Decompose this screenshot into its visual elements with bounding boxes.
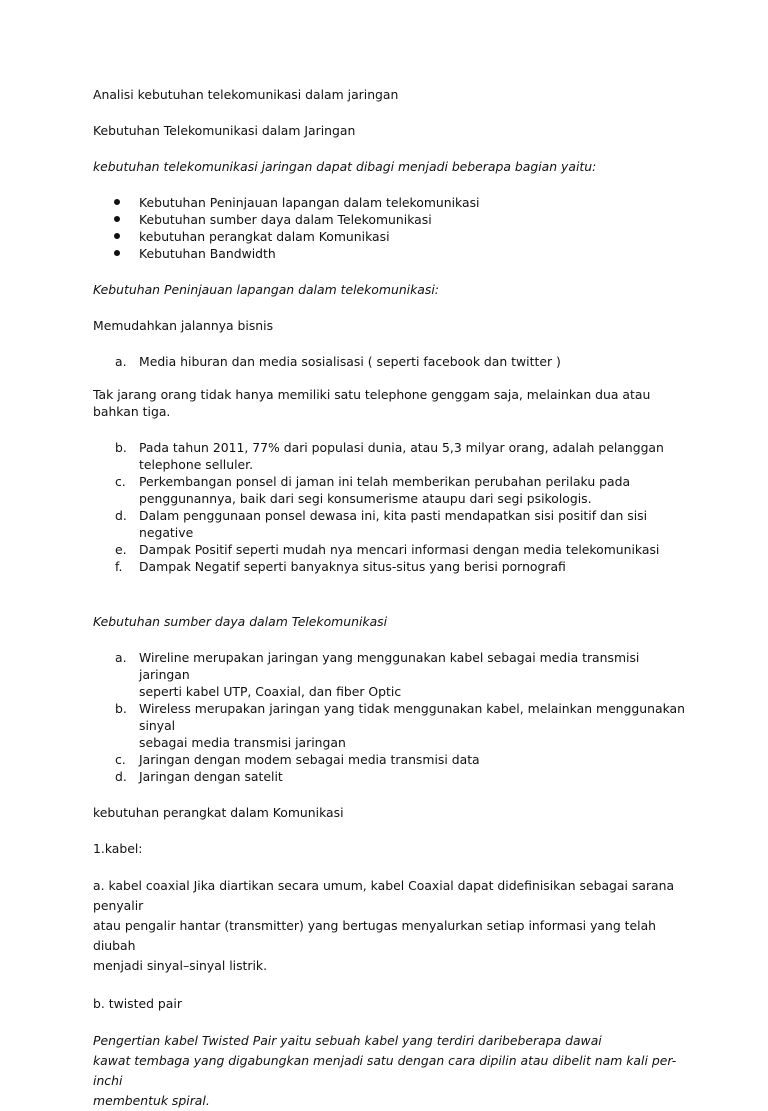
bullet-list — [93, 194, 693, 262]
list-item: c. Jaringan dengan modem sebagai media transmisi data — [115, 752, 480, 767]
section-heading-peninjauan: Kebutuhan Peninjauan lapangan dalam telekomunikasi: — [93, 282, 439, 297]
list-item: a. Media hiburan dan media sosialisasi ( seperti facebook dan twitter ) — [115, 354, 561, 369]
section-heading-sumber-daya: Kebutuhan sumber daya dalam Telekomunikasi — [93, 614, 388, 629]
document-page — [93, 86, 693, 1111]
intro-paragraph: kebutuhan telekomunikasi jaringan dapat dibagi menjadi beberapa bagian yaitu: — [93, 159, 597, 174]
list-item: Kebutuhan Peninjauan lapangan dalam telekomunikasi — [93, 194, 693, 211]
list-sumber-daya — [93, 649, 693, 785]
paragraph-coaxial: a. kabel coaxial Jika diartikan secara umum, kabel Coaxial dapat didefinisikan sebagai sarana penyalir atau pengalir hantar (transmitter) yang bertugas menyalurkan setiap informasi yang telah diubah menjadi sinyal–sinyal listrik. — [93, 878, 675, 973]
list-item: b. Pada tahun 2011, 77% dari populasi dunia, atau 5,3 milyar orang, adalah pelanggan telephone selluler. — [115, 440, 664, 472]
paragraph-twisted-pair: Pengertian kabel Twisted Pair yaitu sebuah kabel yang terdiri daribeberapa dawai kawat tembaga yang digabungkan menjadi satu dengan cara dipilin atau dibelit nam kali per-inchi membentuk spiral. — [93, 1033, 677, 1108]
section-heading-main: Kebutuhan Telekomunikasi dalam Jaringan — [93, 123, 356, 138]
subheading-kabel: 1.kabel: — [93, 841, 143, 856]
bullet-icon — [114, 233, 120, 239]
list-item: kebutuhan perangkat dalam Komunikasi — [93, 228, 693, 245]
paragraph-telephone: Tak jarang orang tidak hanya memiliki satu telephone genggam saja, melainkan dua atau bahkan tiga. — [93, 387, 651, 419]
list-item: a. Wireline merupakan jaringan yang menggunakan kabel sebagai media transmisi jaringan seperti kabel UTP, Coaxial, dan fiber Optic — [115, 650, 640, 699]
subheading-bisnis: Memudahkan jalannya bisnis — [93, 318, 274, 333]
list-item: e. Dampak Positif seperti mudah nya mencari informasi dengan media telekomunikasi — [115, 542, 660, 557]
list-item: d. Dalam penggunaan ponsel dewasa ini, kita pasti mendapatkan sisi positif dan sisi negative — [115, 508, 648, 540]
list-item: d. Jaringan dengan satelit — [115, 769, 283, 784]
bullet-icon — [114, 199, 120, 205]
list-item: b. Wireless merupakan jaringan yang tidak menggunakan kabel, melainkan menggunakan sinyal sebagai media transmisi jaringan — [115, 701, 685, 750]
list-media — [93, 353, 693, 370]
document-title: Analisi kebutuhan telekomunikasi dalam jaringan — [93, 87, 399, 102]
section-heading-perangkat: kebutuhan perangkat dalam Komunikasi — [93, 805, 344, 820]
bullet-icon — [114, 250, 120, 256]
list-item: Kebutuhan Bandwidth — [93, 245, 693, 262]
list-item: f. Dampak Negatif seperti banyaknya situs-situs yang berisi pornografi — [115, 559, 566, 574]
subheading-twisted-pair: b. twisted pair — [93, 996, 182, 1011]
list-ponsel — [93, 439, 693, 575]
list-item: c. Perkembangan ponsel di jaman ini telah memberikan perubahan perilaku pada penggunannya, baik dari segi konsumerisme ataupu dari segi psikologis. — [115, 474, 631, 506]
bullet-icon — [114, 216, 120, 222]
list-item: Kebutuhan sumber daya dalam Telekomunikasi — [93, 211, 693, 228]
